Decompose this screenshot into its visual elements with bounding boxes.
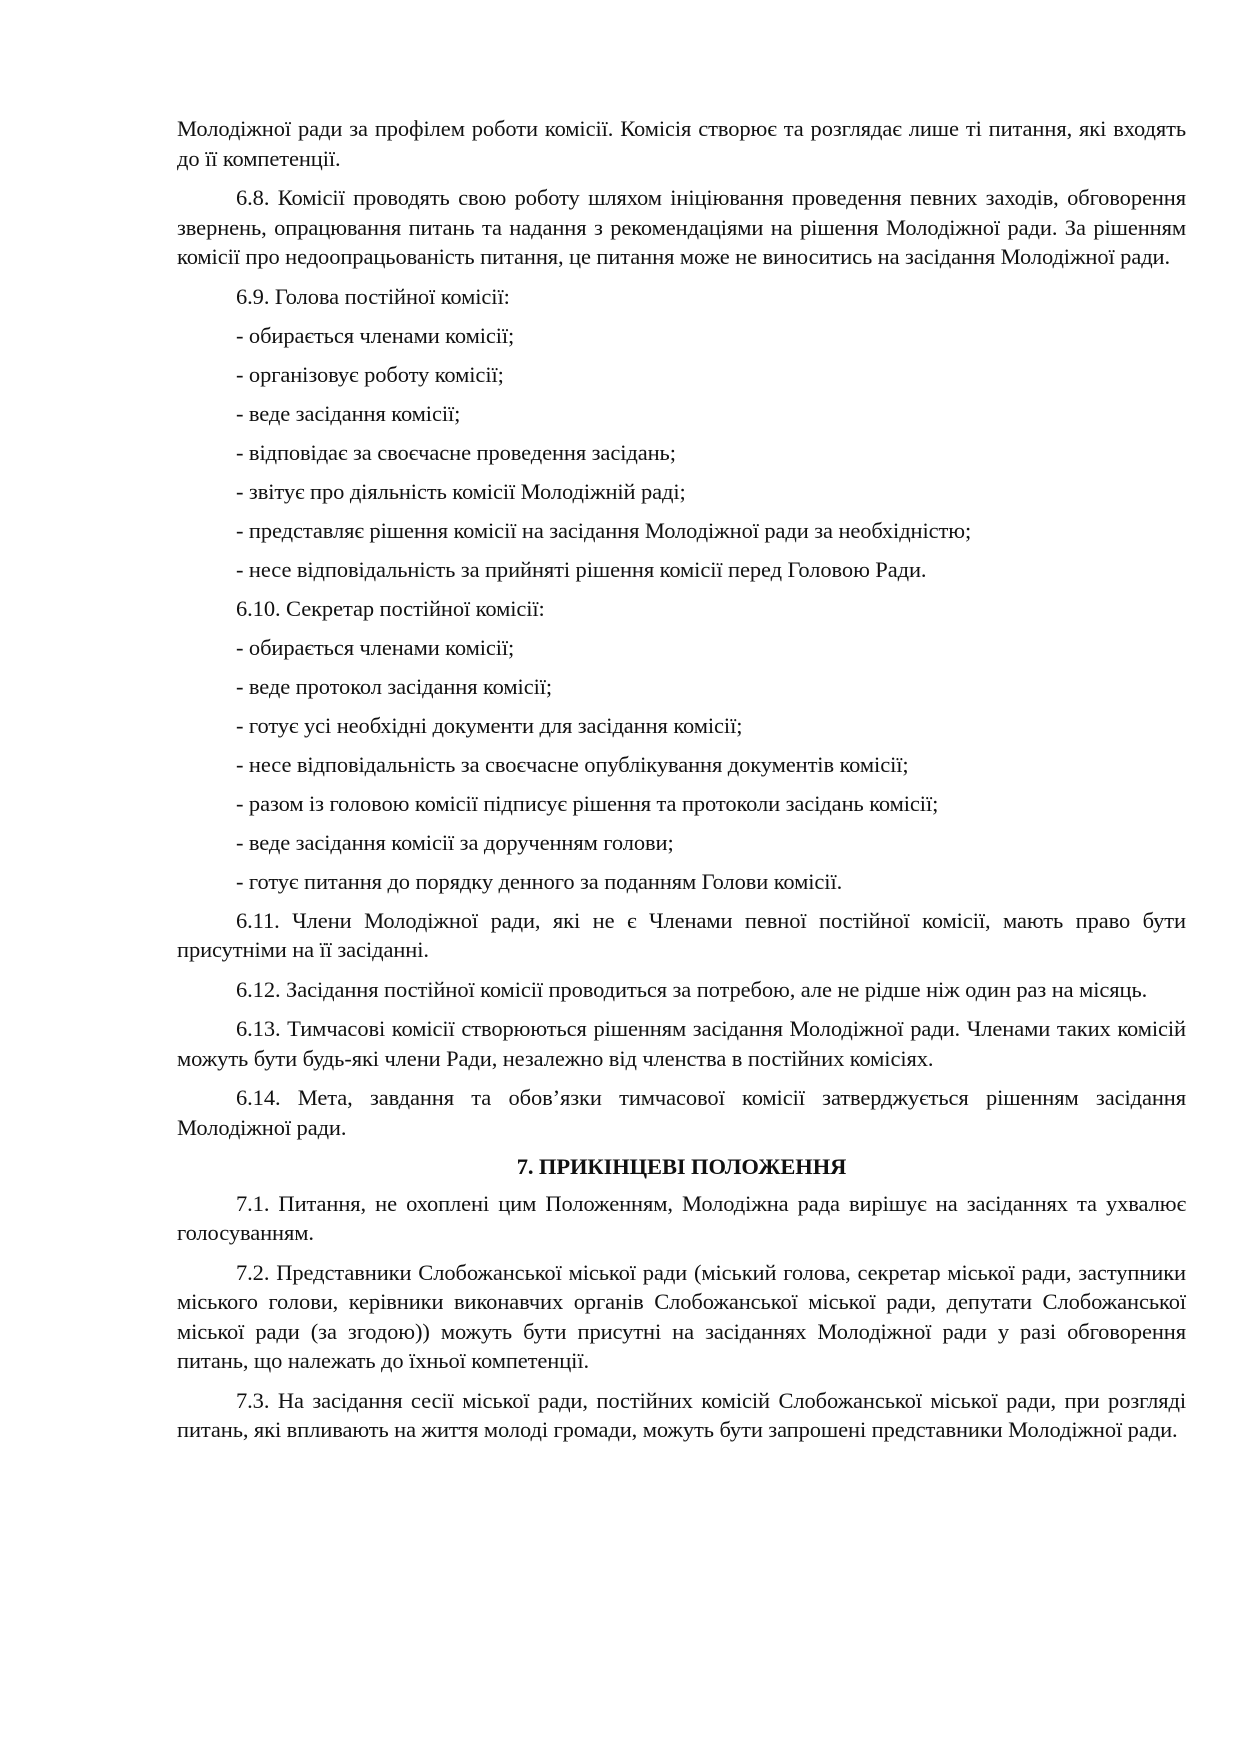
list-item: - разом із головою комісії підписує рішення та протоколи засідань комісії; [236, 790, 939, 816]
list-item: - обирається членами комісії; [236, 322, 515, 348]
paragraph-6-9: 6.9. Голова постійної комісії: [236, 283, 510, 309]
paragraph-6-14: 6.14. Мета, завдання та обов’язки тимчасової комісії затверджується рішенням засідання Молодіжної ради. [177, 1085, 1186, 1140]
list-item: - готує усі необхідні документи для засідання комісії; [236, 712, 743, 738]
paragraph-6-13: 6.13. Тимчасові комісії створюються рішенням засідання Молодіжної ради. Членами таких комісій можуть бути будь-які члени Ради, незалежно від членства в постійних комісіях. [177, 1016, 1186, 1071]
list-item: - веде засідання комісії; [236, 400, 461, 426]
list-item: - несе відповідальність за прийняті рішення комісії перед Головою Ради. [236, 556, 927, 582]
list-item: - звітує про діяльність комісії Молодіжній раді; [236, 478, 686, 504]
document-page [177, 114, 1186, 1455]
paragraph-7-1: 7.1. Питання, не охоплені цим Положенням, Молодіжна рада вирішує на засіданнях та ухвалює голосуванням. [177, 1190, 1186, 1245]
list-item: - несе відповідальність за своєчасне опублікування документів комісії; [236, 751, 909, 777]
list-item: - обирається членами комісії; [236, 634, 515, 660]
paragraph-6-12: 6.12. Засідання постійної комісії проводиться за потребою, але не рідше ніж один раз на місяць. [236, 976, 1148, 1002]
paragraph-6-8: 6.8. Комісії проводять свою роботу шляхом ініціювання проведення певних заходів, обговорення звернень, опрацювання питань та надання з рекомендаціями на рішення Молодіжної ради. За рішенням комісії про недоопрацьованість питання, це питання може не виноситись на засідання Молодіжної ради. [177, 185, 1186, 269]
paragraph-continuation: Молодіжної ради за профілем роботи комісії. Комісія створює та розглядає лише ті питання, які входять до її компетенції. [177, 116, 1186, 171]
paragraph-7-2: 7.2. Представники Слобожанської міської ради (міський голова, секретар міської ради, заступники міського голови, керівники виконавчих органів Слобожанської міської ради, депутати Слобожанської міської ради (за згодою)) можуть бути присутні на засіданнях Молодіжної ради у разі обговорення питань, що належать до їхньої компетенції. [177, 1259, 1186, 1373]
list-item: - веде протокол засідання комісії; [236, 673, 553, 699]
paragraph-6-10: 6.10. Секретар постійної комісії: [236, 595, 545, 621]
section-heading-7: 7. ПРИКІНЦЕВІ ПОЛОЖЕННЯ [516, 1154, 847, 1179]
list-item: - представляє рішення комісії на засідання Молодіжної ради за необхідністю; [236, 517, 972, 543]
paragraph-7-3: 7.3. На засідання сесії міської ради, постійних комісій Слобожанської міської ради, при розгляді питань, які впливають на життя молоді громади, можуть бути запрошені представники Молодіжної ради. [177, 1387, 1186, 1442]
list-item: - відповідає за своєчасне проведення засідань; [236, 439, 676, 465]
paragraph-6-11: 6.11. Члени Молодіжної ради, які не є Членами певної постійної комісії, мають право бути присутніми на її засіданні. [177, 907, 1186, 962]
list-item: - готує питання до порядку денного за поданням Голови комісії. [236, 868, 843, 894]
list-item: - веде засідання комісії за дорученням голови; [236, 829, 674, 855]
list-item: - організовує роботу комісії; [236, 361, 504, 387]
